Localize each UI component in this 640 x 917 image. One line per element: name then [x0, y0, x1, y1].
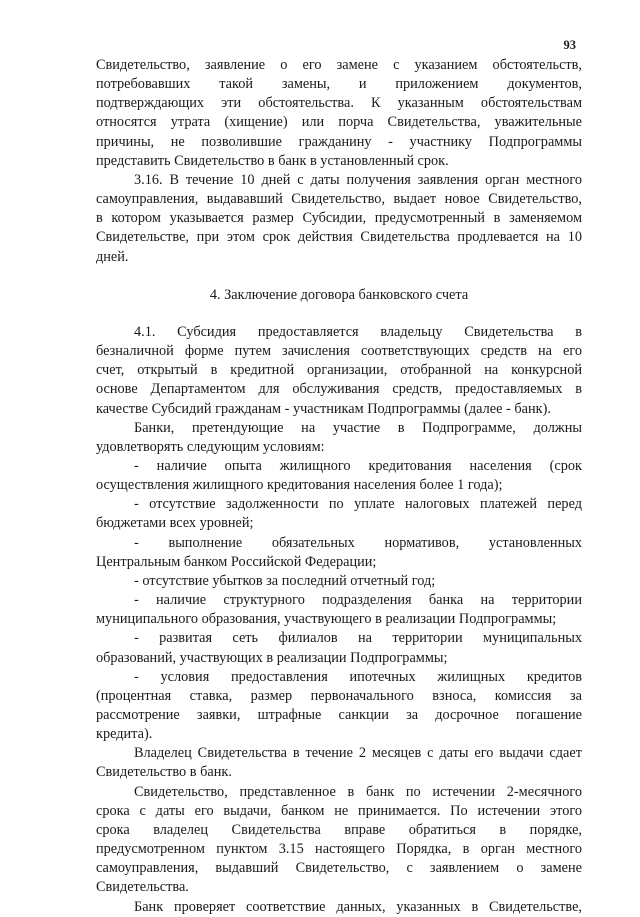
text-line: Свидетельстве, при этом срок действия Свидетельства продлевается на 10: [96, 229, 582, 246]
paragraph-bank-requirements: [96, 419, 582, 457]
text-line: удовлетворять следующим условиям:: [96, 438, 325, 455]
text-line: образований, участвующих в реализации Подпрограммы;: [96, 649, 448, 666]
text-line: Свидетельство в банк.: [96, 764, 232, 781]
text-line: Свидетельства.: [96, 879, 189, 896]
text-line: 3.16. В течение 10 дней с даты получения заявления орган местного: [134, 171, 582, 188]
condition-list: [96, 457, 582, 744]
paragraph-expired-evidence: [96, 783, 582, 898]
text-line: бюджетами всех уровней;: [96, 515, 254, 532]
condition-item: [96, 591, 582, 629]
text-line: в котором указывается размер Субсидии, предусмотренный в заменяемом: [96, 210, 582, 227]
paragraph-3-16: [96, 171, 582, 267]
text-line: срока владелец Свидетельства вправе обратиться в порядке,: [96, 821, 582, 838]
text-line: относятся утрата (хищение) или порча Свидетельства, уважительные: [96, 114, 582, 131]
text-line: Свидетельство, заявление о его замене с указанием обстоятельств,: [96, 57, 582, 73]
condition-item: [96, 572, 582, 591]
condition-item: [96, 534, 582, 572]
text-line: Свидетельство, представленное в банк по истечении 2-месячного: [134, 783, 582, 800]
text-line: самоуправления, выдавший Свидетельство, с заявлением о замене: [96, 860, 582, 877]
text-line: 4.1. Субсидия предоставляется владельцу Свидетельства в: [134, 323, 582, 340]
section-title: 4. Заключение договора банковского счета: [209, 286, 469, 303]
condition-item: [96, 629, 582, 667]
text-line: Банк проверяет соответствие данных, указанных в Свидетельстве,: [134, 898, 582, 915]
text-line: - развитая сеть филиалов на территории муниципальных: [134, 630, 582, 647]
paragraph-4-1: [96, 323, 582, 419]
text-line: рассмотрение заявки, штрафные санкции за досрочное погашение: [96, 707, 582, 723]
text-line: - отсутствие убытков за последний отчетный год;: [134, 572, 436, 589]
text-line: Банки, претендующие на участие в Подпрограмме, должны: [134, 419, 582, 436]
text-line: - условия предоставления ипотечных жилищных кредитов: [134, 668, 582, 685]
text-line: счет, открытый в кредитной организации, отобранной на конкурсной: [96, 362, 582, 379]
text-line: представить Свидетельство в банк в установленный срок.: [96, 152, 449, 169]
text-line: - наличие опыта жилищного кредитования населения (срок: [134, 457, 582, 474]
text-line: потребовавших такой замены, и приложением документов,: [96, 76, 582, 93]
text-line: Центральным банком Российской Федерации;: [96, 553, 377, 570]
text-line: причины, не позволившие гражданину - участнику Подпрограммы: [96, 133, 582, 150]
text-line: - отсутствие задолженности по уплате налоговых платежей перед: [134, 496, 582, 513]
page-content: [96, 56, 582, 917]
text-line: качестве Субсидий гражданам - участникам Подпрограммы (далее - банк).: [96, 400, 551, 417]
text-line: осуществления жилищного кредитования населения более 1 года);: [96, 477, 503, 494]
page-number: 93: [563, 38, 576, 52]
text-line: (процентная ставка, размер первоначального взноса, комиссия за: [96, 687, 582, 704]
text-line: безналичной форме путем зачисления соответствующих средств на его: [96, 343, 582, 360]
text-line: дней.: [96, 248, 129, 265]
paragraph-submission-term: [96, 744, 582, 782]
text-line: - наличие структурного подразделения банка на территории: [134, 592, 582, 609]
text-line: срока с даты его выдачи, банком не принимается. По истечении этого: [96, 802, 582, 819]
paragraph-evidence-conditions: [96, 56, 582, 171]
text-line: Владелец Свидетельства в течение 2 месяцев с даты его выдачи сдает: [134, 745, 582, 762]
paragraph-bank-verification: [96, 898, 582, 917]
condition-item: [96, 495, 582, 533]
text-line: муниципального образования, участвующего в реализации Подпрограммы;: [96, 611, 557, 628]
condition-item: [96, 668, 582, 745]
text-line: самоуправления, выдававший Свидетельство, выдает новое Свидетельство,: [96, 191, 582, 208]
text-line: предусмотренном пунктом 3.15 настоящего Порядка, в орган местного: [96, 841, 582, 858]
text-line: подтверждающих эти обстоятельства. К указанным обстоятельствам: [96, 95, 582, 112]
condition-item: [96, 457, 582, 495]
text-line: кредита).: [96, 726, 153, 743]
text-line: - выполнение обязательных нормативов, установленных: [134, 534, 582, 551]
text-line: основе Департаментом для обслуживания средств, предоставляемых в: [96, 381, 582, 398]
